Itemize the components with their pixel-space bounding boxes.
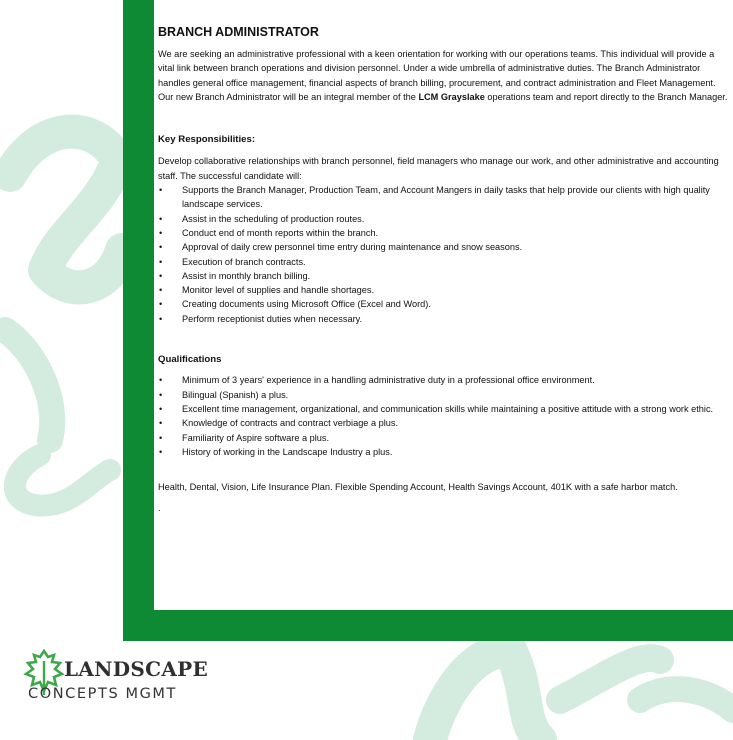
- bullet-icon: •: [159, 446, 163, 457]
- bullet-icon: •: [159, 256, 163, 267]
- logo-wordmark-line1: LANDSCAPE: [64, 657, 209, 681]
- document-panel: [154, 0, 733, 610]
- bullet-icon: •: [159, 313, 163, 324]
- deco-stroke: [640, 689, 733, 710]
- list-item-text: Knowledge of contracts and contract verbiage a plus.: [182, 418, 399, 429]
- bullet-icon: •: [159, 389, 163, 400]
- deco-stroke: [430, 650, 540, 740]
- list-item: [158, 402, 730, 416]
- list-item-text: Bilingual (Spanish) a plus.: [182, 389, 289, 400]
- bullet-icon: •: [159, 285, 163, 296]
- list-item: [158, 283, 730, 297]
- company-logo: [22, 647, 209, 707]
- bullet-icon: •: [159, 242, 163, 253]
- list-item: [158, 240, 730, 254]
- bullet-icon: •: [159, 270, 163, 281]
- list-item: [158, 312, 730, 326]
- qualifications-list: [158, 373, 730, 459]
- bullet-icon: •: [159, 227, 163, 238]
- qualifications-heading: Qualifications: [158, 354, 222, 366]
- list-item: [158, 297, 730, 311]
- deco-stroke: [15, 455, 110, 506]
- bullet-icon: •: [159, 375, 163, 386]
- job-title: BRANCH ADMINISTRATOR: [158, 25, 319, 39]
- bullet-icon: •: [159, 213, 163, 224]
- list-item: [158, 212, 730, 226]
- benefits-text: Health, Dental, Vision, Life Insurance Plan. Flexible Spending Account, Health Savings Account, 401K with a safe harbor match.: [158, 482, 678, 493]
- list-item-text: Conduct end of month reports within the branch.: [182, 227, 379, 238]
- bullet-icon: •: [159, 418, 163, 429]
- bullet-icon: •: [159, 299, 163, 310]
- responsibilities-intro: Develop collaborative relationships with branch personnel, field managers who manage our work, and other administrative and accounting staff. The successful candidate will:: [158, 156, 719, 181]
- intro-paragraph: We are seeking an administrative professional with a keen orientation for working with our operations teams. This individual will provide a vital link between branch operations and division personnel. Under a wide umbrella of administrative duties. The Branch Administrator handles general office management, financial aspects of branch billing, procurement, and contract administration and Fleet Management. Our new Branch Administrator will be an integral member of the LCM Grayslake operations team and report directly to the Branch Manager.: [158, 49, 728, 102]
- list-item-text: Monitor level of supplies and handle shortages.: [182, 285, 375, 296]
- bullet-icon: •: [159, 432, 163, 443]
- list-item: [158, 431, 730, 445]
- list-item: [158, 183, 730, 212]
- list-item: [158, 388, 730, 402]
- bullet-icon: •: [159, 403, 163, 414]
- bullet-icon: •: [159, 185, 163, 196]
- list-item-text: Excellent time management, organizational, and communication skills while maintaining a positive attitude with a strong work ethic.: [182, 403, 714, 414]
- list-item-text: Approval of daily crew personnel time entry during maintenance and snow seasons.: [182, 242, 523, 253]
- list-item: [158, 226, 730, 240]
- logo-wordmark-line2: CONCEPTS MGMT: [28, 686, 177, 702]
- list-item-text: Familiarity of Aspire software a plus.: [182, 432, 330, 443]
- list-item: [158, 445, 730, 459]
- trailing-mark: .: [158, 503, 161, 514]
- list-item: [158, 255, 730, 269]
- list-item: [158, 416, 730, 430]
- branch-name: LCM Grayslake: [418, 91, 485, 102]
- list-item: [158, 269, 730, 283]
- responsibilities-heading: Key Responsibilities:: [158, 134, 256, 146]
- deco-stroke: [5, 330, 52, 440]
- list-item-text: Execution of branch contracts.: [182, 256, 306, 267]
- list-item-text: Perform receptionist duties when necessary.: [182, 313, 363, 324]
- list-item-text: Creating documents using Microsoft Office (Excel and Word).: [182, 299, 431, 310]
- list-item-text: History of working in the Landscape Industry a plus.: [182, 446, 393, 457]
- document-content: [158, 24, 730, 516]
- list-item-text: Supports the Branch Manager, Production Team, and Account Mangers in daily tasks that help provide our clients with high quality landscape services.: [182, 185, 710, 210]
- deco-stroke: [10, 132, 122, 288]
- list-item: [158, 373, 730, 387]
- list-item-text: Assist in the scheduling of production routes.: [182, 213, 365, 224]
- responsibilities-list: [158, 183, 730, 326]
- list-item-text: Minimum of 3 years' experience in a handling administrative duty in a professional office environment.: [182, 375, 595, 386]
- list-item-text: Assist in monthly branch billing.: [182, 270, 311, 281]
